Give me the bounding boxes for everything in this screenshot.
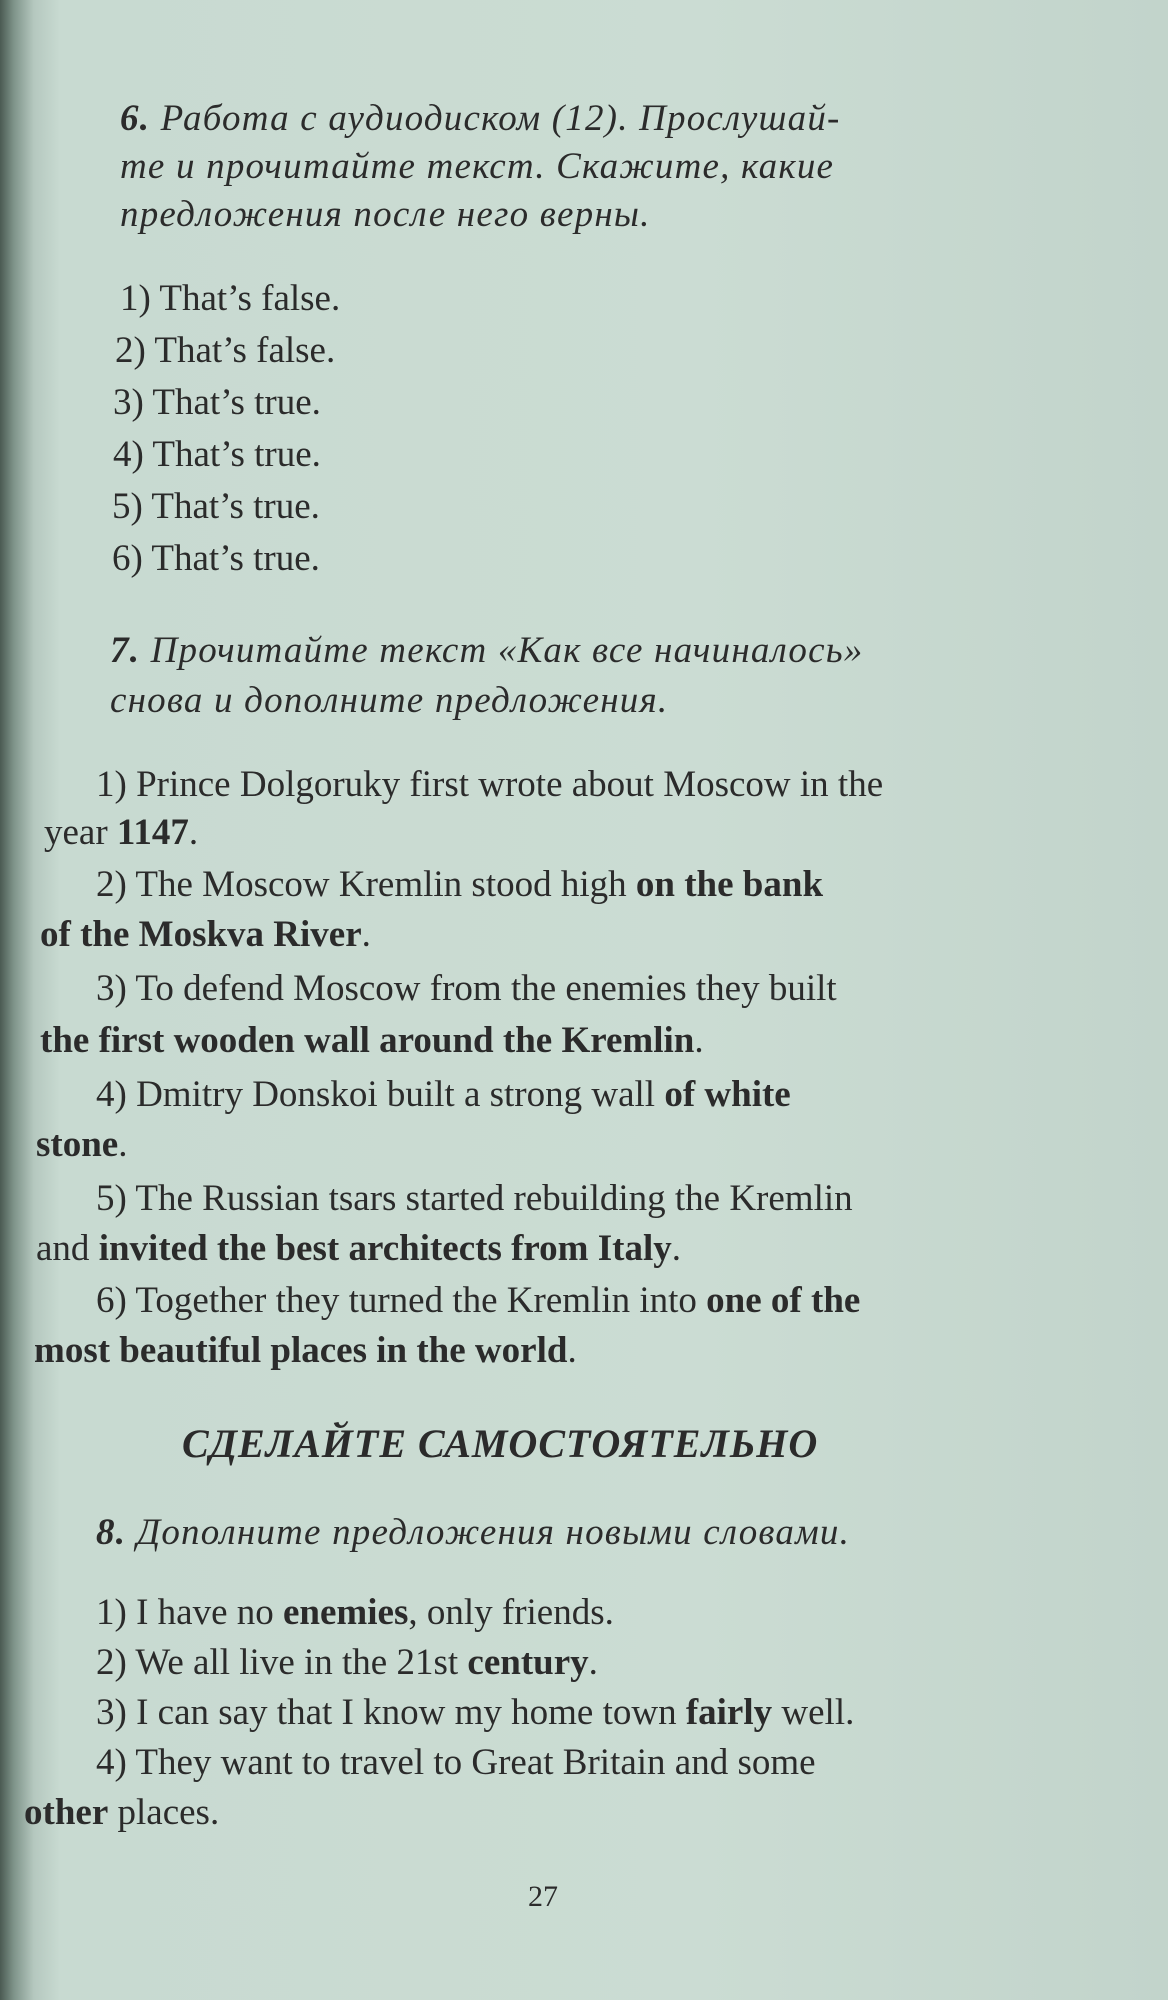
exercise-6-answer: 6) That’s true. (112, 538, 320, 579)
exercise-8-sentence-3: 3) I can say that I know my home town fairly well. (96, 1692, 855, 1733)
answer-bold: of white (664, 1074, 791, 1115)
exercise-6-instruction-line-1: 6. Работа с аудиодиском (12). Прослушай- (120, 98, 841, 139)
exercise-6-answer: 4) That’s true. (113, 434, 321, 475)
exercise-7-sentence-4: 4) Dmitry Donskoi built a strong wall of white (96, 1074, 791, 1115)
answer-bold: other (24, 1792, 109, 1833)
answer-bold: the first wooden wall around the Kremlin (40, 1020, 695, 1061)
exercise-7-sentence-5: 5) The Russian tsars started rebuilding the Kremlin (96, 1178, 853, 1219)
exercise-7-sentence-3: 3) To defend Moscow from the enemies they built (96, 968, 837, 1009)
exercise-6-instruction-line-3: предложения после него верны. (120, 194, 651, 235)
answer-bold: fairly (685, 1692, 773, 1733)
exercise-7-instruction-line-1: 7. Прочитайте текст «Как все начиналось» (110, 630, 864, 671)
exercise-7-sentence-2-cont: of the Moskva River. (40, 914, 371, 955)
answer-bold: most beautiful places in the world (34, 1330, 568, 1371)
exercise-7-sentence-6: 6) Together they turned the Kremlin into one of the (96, 1280, 861, 1321)
exercise-8-sentence-2: 2) We all live in the 21st century. (96, 1642, 598, 1683)
exercise-7-sentence-5-cont: and invited the best architects from Italy. (36, 1228, 682, 1269)
exercise-7-sentence-6-cont: most beautiful places in the world. (34, 1330, 577, 1371)
exercise-6-answer: 5) That’s true. (112, 486, 320, 527)
answer-bold: 1147 (116, 812, 189, 853)
exercise-6-answer: 3) That’s true. (113, 382, 321, 423)
exercise-8-sentence-4: 4) They want to travel to Great Britain and some (96, 1742, 816, 1783)
exercise-7-sentence-4-cont: stone. (36, 1124, 128, 1165)
answer-bold: invited the best architects from Italy (98, 1228, 672, 1269)
answer-bold: enemies (283, 1592, 409, 1633)
answer-bold: stone (36, 1124, 119, 1165)
answer-bold: one of the (706, 1280, 861, 1321)
exercise-6-instruction-line-2: те и прочитайте текст. Скажите, какие (120, 146, 835, 187)
page-number: 27 (528, 1880, 558, 1913)
exercise-8-sentence-4-cont: other places. (24, 1792, 220, 1833)
exercise-8-number: 8. (96, 1512, 127, 1553)
exercise-8-instruction: 8. Дополните предложения новыми словами. (96, 1512, 851, 1553)
exercise-7-sentence-1-cont: year 1147. (44, 812, 199, 853)
exercise-6-number: 6. (120, 98, 151, 139)
section-heading: СДЕЛАЙТЕ САМОСТОЯТЕЛЬНО (182, 1421, 819, 1466)
exercise-8-sentence-1: 1) I have no enemies, only friends. (96, 1592, 614, 1633)
exercise-6-answer: 1) That’s false. (120, 278, 341, 319)
exercise-7-instruction-line-2: снова и дополните предложения. (110, 680, 669, 721)
exercise-7-sentence-3-cont: the first wooden wall around the Kremlin. (40, 1020, 704, 1061)
exercise-7-sentence-2: 2) The Moscow Kremlin stood high on the bank (96, 864, 824, 905)
answer-bold: century (467, 1642, 589, 1683)
exercise-6-answer: 2) That’s false. (115, 330, 336, 371)
answer-bold: of the Moskva River (40, 914, 362, 955)
exercise-7-number: 7. (110, 630, 141, 671)
answer-bold: on the bank (635, 864, 824, 905)
exercise-7-sentence-1: 1) Prince Dolgoruky first wrote about Moscow in the (96, 764, 884, 805)
